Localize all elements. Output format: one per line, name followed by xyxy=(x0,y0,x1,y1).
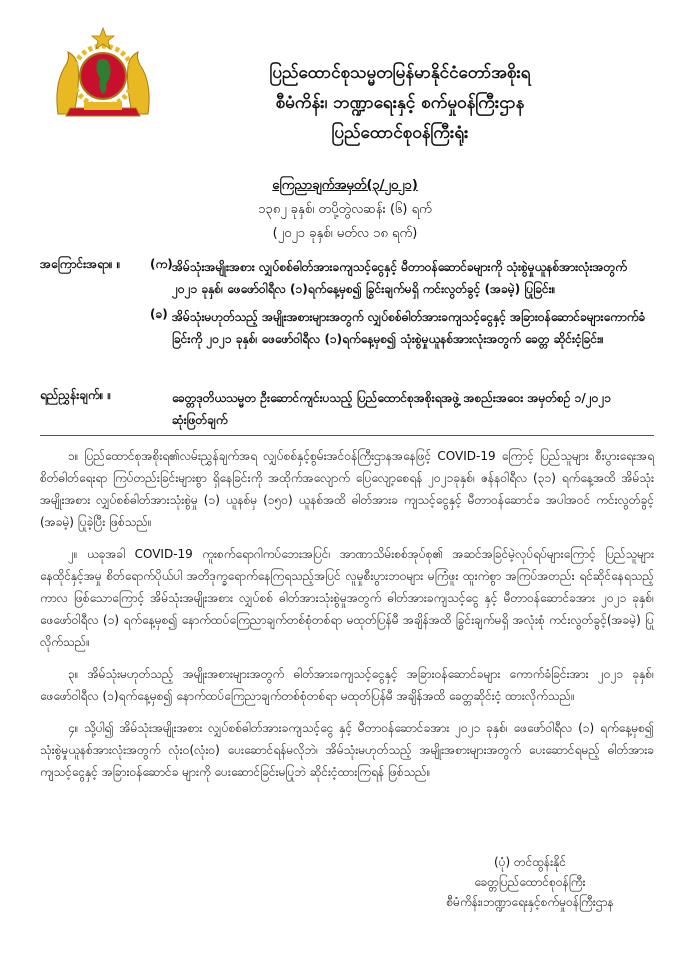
signatory-name: (ပုံ) တင်ထွန်းနိုင် xyxy=(493,855,567,869)
body-paragraph: ၃။ အိမ်သုံးမဟုတ်သည့် အမျိုးအစားများအတွက် ဓါတ်အားခကျသင့်ငွေနှင့် အခြားဝန်ဆောင်ခများ ကောက်ခံခြင်းအား ၂၀၂၁ ခုနှစ်၊ ဖေဖော်ဝါရီလ (၁)ရက်နေ့မှစ၍ နောက်ထပ်ကြေညာချက်တစ်စုံတစ်ရာ မထုတ်ပြန်မီ အချိန်အထိ ခေတ္တဆိုင်းငံ့ ထားလိုက်သည်။ xyxy=(40,667,654,703)
government-title: ပြည်ထောင်စုသမ္မတမြန်မာနိုင်ငံတော်အစိုးရ xyxy=(269,63,531,83)
subject-marker: (ခ) xyxy=(150,307,168,321)
signatory-title: ခေတ္တပြည်ထောင်စုဝန်ကြီး xyxy=(474,875,586,889)
signature-block xyxy=(410,852,650,912)
reference-row xyxy=(40,387,654,431)
reference-section xyxy=(40,387,654,437)
announcement-heading xyxy=(200,174,490,246)
body-paragraph: ၄။ သို့ပါ၍ အိမ်သုံးအမျိုးအစား လျှပ်စစ်ဓါတ်အားခကျသင့်ငွေ နှင့် မီတာဝန်ဆောင်ခအား ၂၀၂၁ ခုနှစ်၊ ဖေဖော်ဝါရီလ (၁) ရက်နေ့မှစ၍ သုံးစွဲမှုယူနစ်အားလုံးအတွက် လုံးဝ(လုံးဝ) ပေးဆောင်ရန်မလိုဘဲ၊ အိမ်သုံးမဟုတ်သည့် အမျိုးအစားများအတွက် ပေးဆောင်ရမည့် ဓါတ်အားခကျသင့်ငွေနှင့် အခြားဝန်ဆောင်ခ များကို ပေးဆောင်ခြင်းမပြုဘဲ ဆိုင်းငံ့ထားကြရန် ဖြစ်သည်။ xyxy=(40,721,654,779)
reference-label: ရည်ညွှန်းချက်။ ။ xyxy=(40,388,112,402)
announcement-body xyxy=(40,445,654,793)
body-paragraph: ၂။ ယခုအခါ COVID-19 ကူးစက်ရောဂါကပ်ဘေးအပြင်၊ အာဏာသိမ်းစစ်အုပ်စု၏ အဆင်အခြင်မဲ့လုပ်ရပ်များကြောင့် ပြည်သူများ နေထိုင်နှင့်အမှု စိတ်ရောက်ပိုယ်ပါ အတိဒုက္ခရောက်နေကြရသည့်အပြင် လူမှုစီးပွားဘဝများ မကြံဖူး ထူးကဲစွာ အကြပ်အတည်း ရင်ဆိုင်နေရသည့်ကာလ ဖြစ်သောကြောင့် အိမ်သုံးအမျိုးအစား လျှပ်စစ် ဓါတ်အားသုံးစွဲမှုအတွက် ဓါတ်အားခကျသင့်ငွေ နှင့် မီတာဝန်ဆောင်ခအား ၂၀၂၁ ခုနှစ်၊ ဖေဖော်ဝါရီလ (၁) ရက်နေ့မှစ၍ နောက်ထပ်ကြေညာချက်တစ်စုံတစ်ရာ မထုတ်ပြန်မီ အချိန်အထိ ခြွင်းချက်မရှိ အလုံးစုံ ကင်းလွတ်ခွင့်(အခမဲ့) ပြုလိုက်သည်။ xyxy=(40,547,654,649)
body-paragraph: ၁။ ပြည်ထောင်စုအစိုးရ၏လမ်းညွှန်ချက်အရ လျှပ်စစ်နှင့်စွမ်းအင်ဝန်ကြီးဌာနအနေဖြင့် COVID-19 ကြောင့် ပြည်သူများ စီးပွားရေးအရ စိတ်ဓါတ်ရေးရာ ကြပ်တည်းခြင်းများစွာ ရှိနေခြင်းကို အထိုက်အလျောက် ပြေလျော့စေရန် ၂၀၂၁ခုနှစ်၊ ဇန်နဝါရီလ (၃၁) ရက်နေ့အထိ အိမ်သုံးအမျိုးအစား လျှပ်စစ်ဓါတ်အားသုံးစွဲမှု (၁) ယူနစ်မှ (၁၅၀) ယူနစ်အထိ ဓါတ်အားခ ကျသင့်ငွေနှင့် မီတာဝန်ဆောင်ခ အပါအဝင် ကင်းလွတ်ခွင့် (အခမဲ့) ပြုခဲ့ပြီး ဖြစ်သည်။ xyxy=(40,449,654,529)
announcement-number: ကြေညာချက်အမှတ်(၃/၂၀၂၁) xyxy=(272,178,418,193)
letterhead xyxy=(0,22,678,152)
state-emblem-icon xyxy=(50,26,156,120)
subject-item xyxy=(40,256,654,300)
myanmar-date: ၁၃၈၂ ခုနှစ်၊ တပို့တွဲလဆန်း (၆) ရက် xyxy=(258,202,432,217)
subject-label: အကြောင်းအရာ။ ။ xyxy=(40,257,121,271)
signatory-ministry: စီမံကိန်း၊ဘဏ္ဍာရေးနှင့်စက်မှုဝန်ကြီးဌာန xyxy=(446,895,614,909)
subject-text: အိမ်သုံးမဟုတ်သည့် အမျိုးအစားများအတွက် လျှပ်စစ်ဓါတ်အားခကျသင့်ငွေနှင့် အခြားဝန်ဆောင်ခများကောက်ခံခြင်းကို ၂၀၂၁ ခုနှစ်၊ ဖေဖော်ဝါရီလ (၁)ရက်နေ့မှစ၍ သုံးစွဲမှုယူနစ်အားလုံးအတွက် ခေတ္တ ဆိုင်းငံ့ခြင်း။ xyxy=(172,310,646,346)
gregorian-date: (၂၀၂၁ ခုနှစ်၊ မတ်လ ၁၈ ရက်) xyxy=(272,226,418,241)
office-title: ပြည်ထောင်စုဝန်ကြီးရုံး xyxy=(331,123,469,143)
reference-text: ခေတ္တဒုတိယသမ္မတ ဦးဆောင်ကျင်းပသည့် ပြည်ထောင်စုအစိုးရအဖွဲ့ အစည်းအဝေး အမှတ်စဉ် ၁/၂၀၂၁ ဆုံးဖြတ်ချက် xyxy=(172,391,612,427)
ministry-title: စီမံကိန်း၊ ဘဏ္ဍာရေးနှင့် စက်မှုဝန်ကြီးဌာန xyxy=(275,93,525,113)
divider xyxy=(40,435,654,436)
subject-text: အိမ်သုံးအမျိုးအစား လျှပ်စစ်ဓါတ်အားခကျသင့်ငွေနှင့် မီတာဝန်ဆောင်ခများကို သုံးစွဲမှုယူနစ်အားလုံးအတွက် ၂၀၂၁ ခုနှစ်၊ ဖေဖော်ဝါရီလ (၁)ရက်နေ့မှစ၍ ခြွင်းချက်မရှိ ကင်းလွတ်ခွင့် (အခမဲ့) ပြုခြင်း။ xyxy=(172,260,627,296)
subject-item xyxy=(40,306,654,350)
subject-marker: (က) xyxy=(150,257,173,271)
subject-section xyxy=(40,256,654,356)
